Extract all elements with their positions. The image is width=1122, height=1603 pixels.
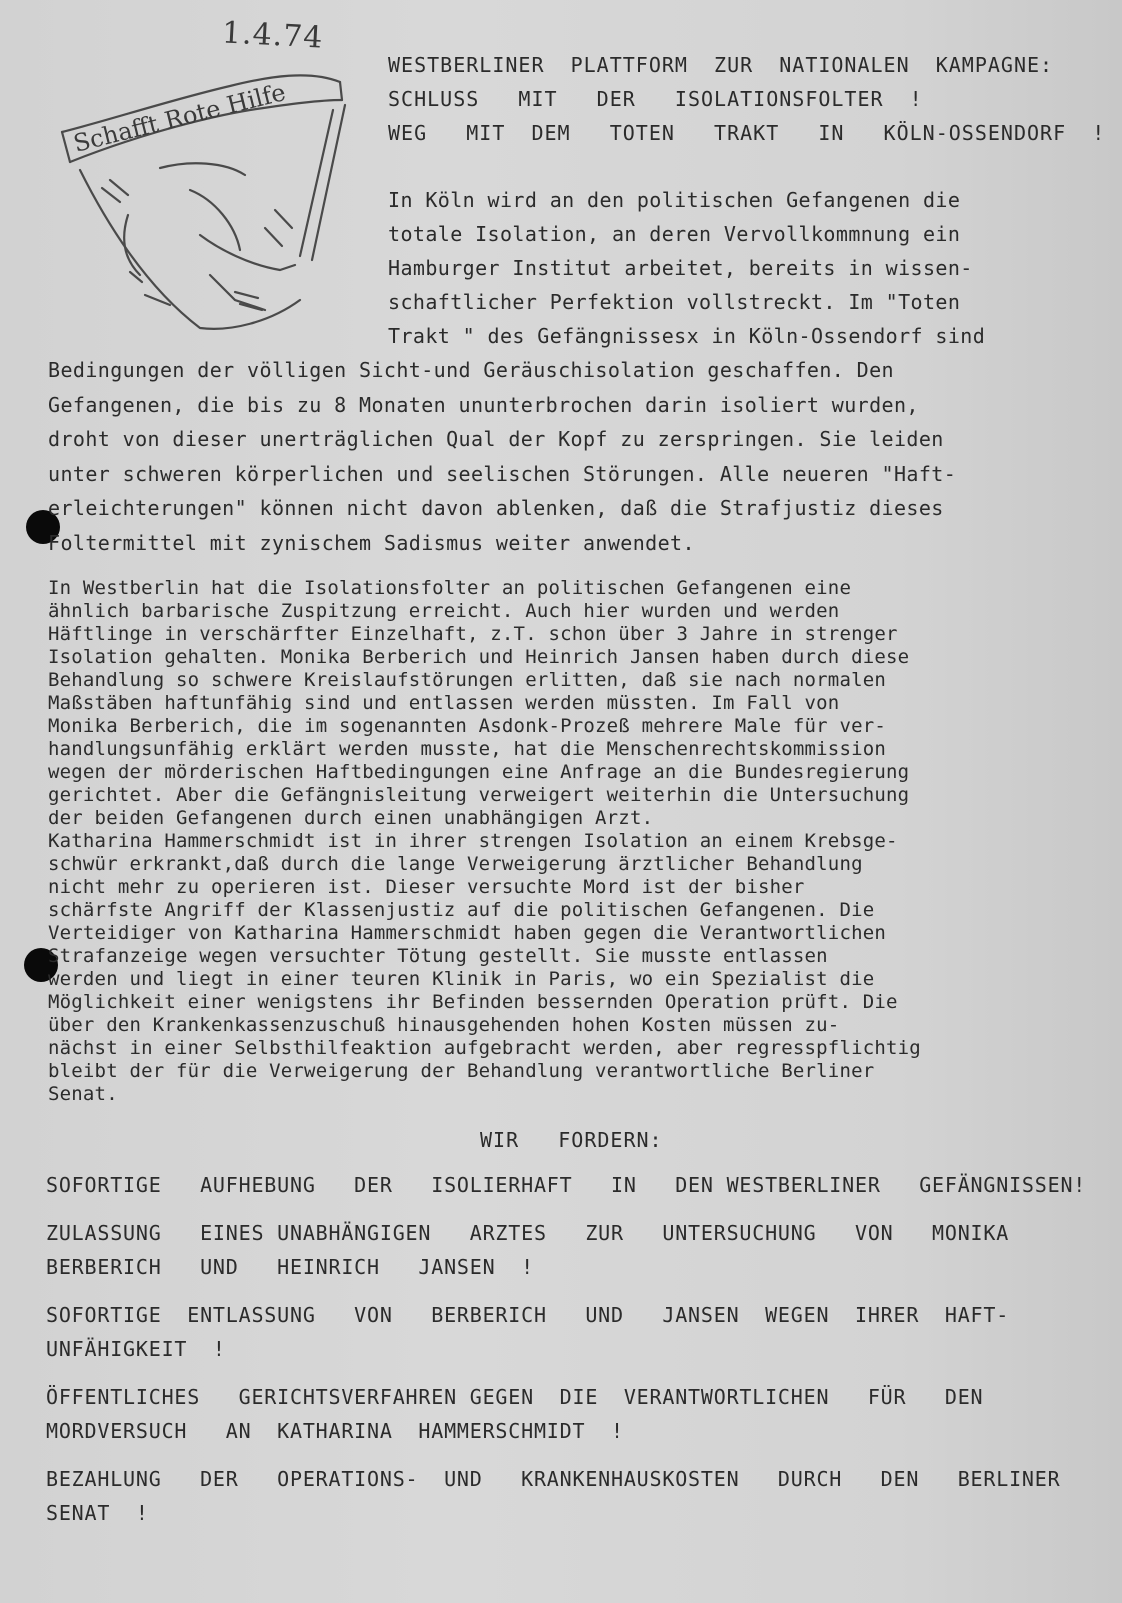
text-line: nächst in einer Selbsthilfeaktion aufgebracht werden, aber regresspflichtig bbox=[48, 1037, 921, 1059]
text-line: Gefangenen, die bis zu 8 Monaten ununterbrochen darin isoliert wurden, bbox=[48, 392, 919, 417]
demands-list bbox=[46, 1168, 1116, 1544]
text-line: Strafanzeige wegen versuchter Tötung gestellt. Sie musste entlassen bbox=[48, 945, 828, 967]
header-line: WEG MIT DEM TOTEN TRAKT IN KÖLN-OSSENDORF ! bbox=[388, 121, 1106, 145]
text-line: schwür erkrankt,daß durch die lange Verweigerung ärztlicher Behandlung bbox=[48, 853, 863, 875]
rote-hilfe-stamp-logo bbox=[50, 60, 360, 350]
text-line: Isolation gehalten. Monika Berberich und Heinrich Jansen haben durch diese bbox=[48, 646, 910, 668]
text-line: wegen der mörderischen Haftbedingungen eine Anfrage an die Bundesregierung bbox=[48, 761, 910, 783]
text-line: werden und liegt in einer teuren Klinik in Paris, wo ein Spezialist die bbox=[48, 968, 875, 990]
text-line: bleibt der für die Verweigerung der Behandlung verantwortliche Berliner bbox=[48, 1060, 875, 1082]
text-line: In Köln wird an den politischen Gefangenen die bbox=[388, 188, 961, 212]
text-line: Trakt " des Gefängnissesx in Köln-Ossendorf sind bbox=[388, 324, 986, 348]
document-header bbox=[388, 48, 1108, 150]
demand-line: ZULASSUNG EINES UNABHÄNGIGEN ARZTES ZUR UNTERSUCHUNG VON MONIKA bbox=[46, 1221, 1010, 1245]
text-line: Katharina Hammerschmidt ist in ihrer strengen Isolation an einem Krebsge- bbox=[48, 830, 898, 852]
text-line: über den Krankenkassenzuschuß hinausgehenden hohen Kosten müssen zu- bbox=[48, 1014, 840, 1036]
demand-line: ÖFFENTLICHES GERICHTSVERFAHREN GEGEN DIE VERANTWORTLICHEN FÜR DEN bbox=[46, 1385, 984, 1409]
header-line: WESTBERLINER PLATTFORM ZUR NATIONALEN KAMPAGNE: bbox=[388, 53, 1054, 77]
handwritten-date: 1.4.74 bbox=[221, 15, 325, 56]
demand-item bbox=[46, 1298, 1116, 1366]
paragraph-2-westberlin bbox=[48, 577, 1108, 1106]
demand-item bbox=[46, 1462, 1116, 1530]
demand-line: BERBERICH UND HEINRICH JANSEN ! bbox=[46, 1255, 534, 1279]
paragraph-1-intro bbox=[388, 183, 1108, 353]
demand-item bbox=[46, 1168, 1116, 1202]
text-line: schaftlicher Perfektion vollstreckt. Im "Toten bbox=[388, 290, 961, 314]
text-line: gerichtet. Aber die Gefängnisleitung verweigert weiterhin die Untersuchung bbox=[48, 784, 910, 806]
header-line: SCHLUSS MIT DER ISOLATIONSFOLTER ! bbox=[388, 87, 923, 111]
demand-line: MORDVERSUCH AN KATHARINA HAMMERSCHMIDT ! bbox=[46, 1419, 624, 1443]
text-line: ähnlich barbarische Zuspitzung erreicht. Auch hier wurden und werden bbox=[48, 600, 840, 622]
text-line: schärfste Angriff der Klassenjustiz auf die politischen Gefangenen. Die bbox=[48, 899, 875, 921]
paragraph-1-continued bbox=[48, 353, 1108, 560]
text-line: droht von dieser unerträglichen Qual der Kopf zu zerspringen. Sie leiden bbox=[48, 427, 944, 451]
text-line: Häftlinge in verschärfter Einzelhaft, z.T. schon über 3 Jahre in strenger bbox=[48, 623, 898, 645]
demand-item bbox=[46, 1380, 1116, 1448]
demand-item bbox=[46, 1216, 1116, 1284]
text-line: Foltermittel mit zynischem Sadismus weiter anwendet. bbox=[48, 530, 695, 555]
text-line: der beiden Gefangenen durch einen unabhängigen Arzt. bbox=[48, 807, 654, 829]
text-line: In Westberlin hat die Isolationsfolter an politischen Gefangenen eine bbox=[48, 577, 852, 599]
text-line: Bedingungen der völligen Sicht-und Geräuschisolation geschaffen. Den bbox=[48, 358, 894, 382]
demand-line: SOFORTIGE ENTLASSUNG VON BERBERICH UND JANSEN WEGEN IHRER HAFT- bbox=[46, 1303, 1010, 1327]
demand-line: BEZAHLUNG DER OPERATIONS- UND KRANKENHAUSKOSTEN DURCH DEN BERLINER bbox=[46, 1467, 1061, 1491]
text-line: Behandlung so schwere Kreislaufstörungen erlitten, daß sie nach normalen bbox=[48, 669, 887, 691]
text-line: Monika Berberich, die im sogenannten Asdonk-Prozeß mehrere Male für ver- bbox=[48, 715, 887, 737]
text-line: Maßstäben haftunfähig sind und entlassen werden müssten. Im Fall von bbox=[48, 692, 840, 714]
demand-line: SOFORTIGE AUFHEBUNG DER ISOLIERHAFT IN DEN WESTBERLINER GEFÄNGNISSEN! bbox=[46, 1173, 1087, 1197]
text-line: erleichterungen" können nicht davon ablenken, daß die Strafjustiz dieses bbox=[48, 496, 944, 520]
text-line: Senat. bbox=[48, 1083, 118, 1105]
stamp-text: Schafft Rote Hilfe bbox=[70, 78, 289, 158]
demands-heading: WIR FORDERN: bbox=[480, 1128, 663, 1152]
text-line: handlungsunfähig erklärt werden musste, hat die Menschenrechtskommission bbox=[48, 738, 887, 760]
text-line: nicht mehr zu operieren ist. Dieser versuchte Mord ist der bisher bbox=[48, 876, 805, 898]
demand-line: SENAT ! bbox=[46, 1501, 149, 1525]
text-line: Hamburger Institut arbeitet, bereits in wissen- bbox=[388, 256, 973, 280]
demand-line: UNFÄHIGKEIT ! bbox=[46, 1337, 226, 1361]
text-line: totale Isolation, an deren Vervollkommnung ein bbox=[388, 222, 961, 246]
text-line: Möglichkeit einer wenigstens ihr Befinden bessernden Operation prüft. Die bbox=[48, 991, 898, 1013]
text-line: unter schweren körperlichen und seelischen Störungen. Alle neueren "Haft- bbox=[48, 461, 957, 486]
text-line: Verteidiger von Katharina Hammerschmidt haben gegen die Verantwortlichen bbox=[48, 922, 887, 944]
